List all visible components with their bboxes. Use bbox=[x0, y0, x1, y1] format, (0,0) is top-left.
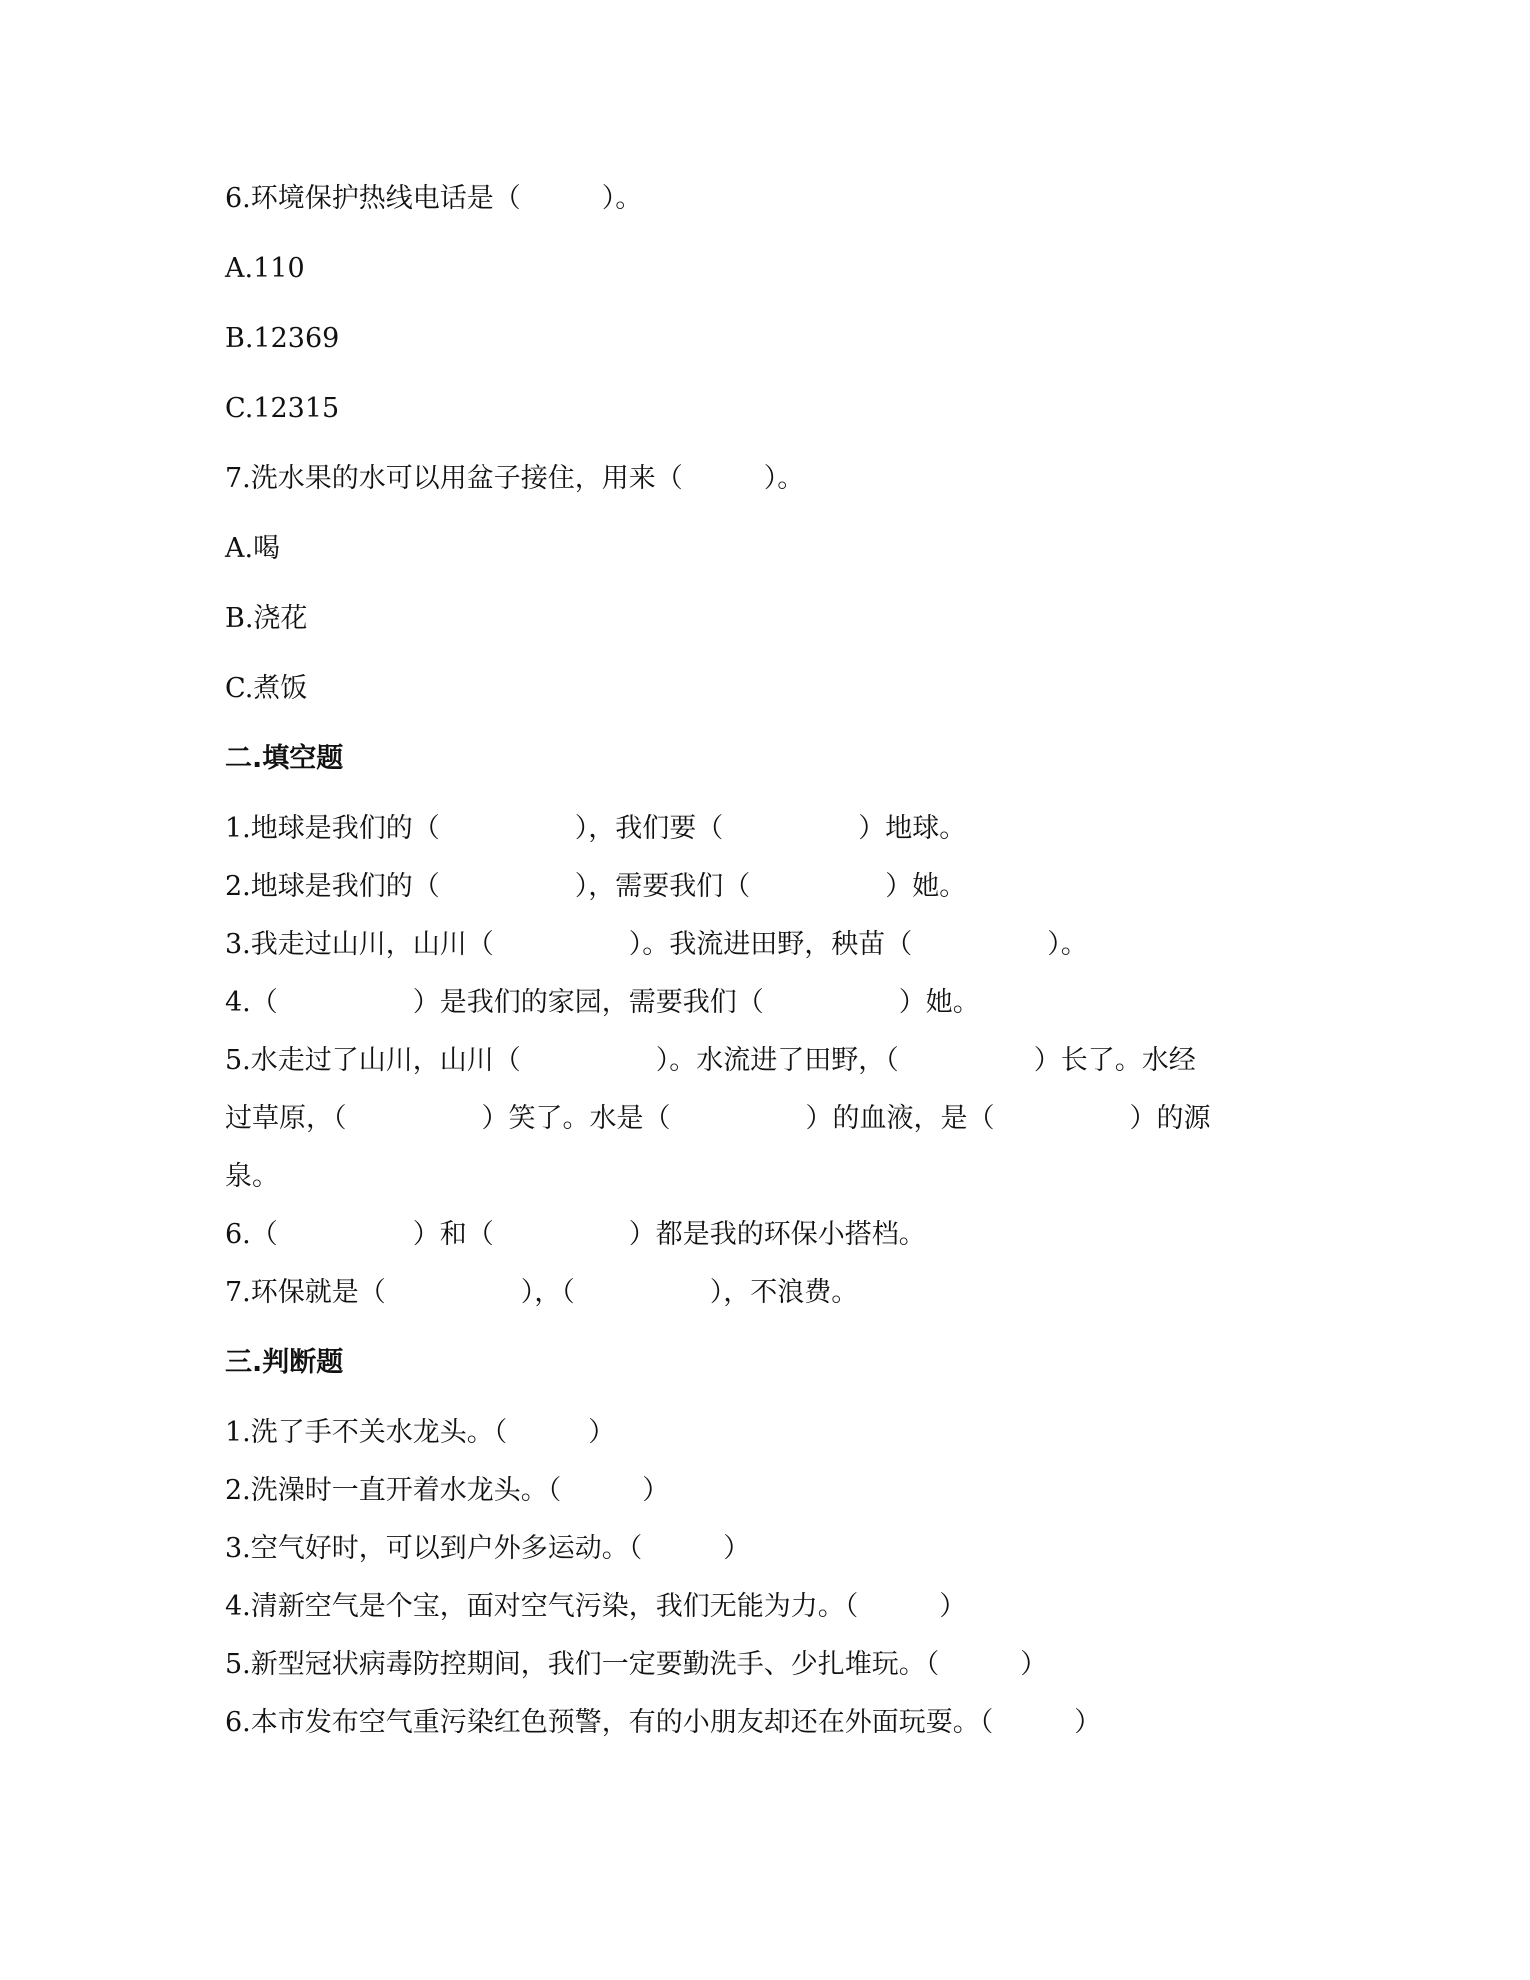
question-6-option-b: B.12369 bbox=[225, 323, 340, 354]
judge-item-2: 2.洗澡时一直开着水龙头。（ ） bbox=[225, 1475, 670, 1506]
question-7-stem: 7.洗水果的水可以用盆子接住，用来（ ）。 bbox=[225, 463, 805, 494]
fill-item-1: 1.地球是我们的（ ），我们要（ ）地球。 bbox=[225, 813, 967, 844]
fill-item-2: 2.地球是我们的（ ），需要我们（ ）她。 bbox=[225, 871, 967, 902]
question-7-option-a: A.喝 bbox=[225, 533, 281, 564]
question-7-option-b: B.浇花 bbox=[225, 603, 308, 634]
question-6-option-c: C.12315 bbox=[225, 393, 340, 424]
section-judge-title: 三.判断题 bbox=[225, 1347, 344, 1378]
judge-item-3: 3.空气好时，可以到户外多运动。（ ） bbox=[225, 1533, 751, 1564]
fill-item-7: 7.环保就是（ ），（ ），不浪费。 bbox=[225, 1277, 859, 1308]
fill-item-4: 4.（ ）是我们的家园，需要我们（ ）她。 bbox=[225, 987, 980, 1018]
question-7-option-c: C.煮饭 bbox=[225, 673, 308, 704]
fill-item-5-line-3: 泉。 bbox=[225, 1161, 279, 1192]
judge-item-1: 1.洗了手不关水龙头。（ ） bbox=[225, 1417, 616, 1448]
question-6-option-a: A.110 bbox=[225, 253, 305, 284]
fill-item-6: 6.（ ）和（ ）都是我的环保小搭档。 bbox=[225, 1219, 926, 1250]
judge-item-4: 4.清新空气是个宝，面对空气污染，我们无能为力。（ ） bbox=[225, 1591, 967, 1622]
section-fill-title: 二.填空题 bbox=[225, 743, 344, 774]
question-6-stem: 6.环境保护热线电话是（ ）。 bbox=[225, 183, 643, 214]
judge-item-6: 6.本市发布空气重污染红色预警，有的小朋友却还在外面玩耍。（ ） bbox=[225, 1707, 1102, 1738]
fill-item-3: 3.我走过山川，山川（ ）。我流进田野，秧苗（ ）。 bbox=[225, 929, 1088, 960]
judge-item-5: 5.新型冠状病毒防控期间，我们一定要勤洗手、少扎堆玩。（ ） bbox=[225, 1649, 1048, 1680]
fill-item-5-line-2: 过草原，（ ）笑了。水是（ ）的血液，是（ ）的源 bbox=[225, 1103, 1211, 1134]
fill-item-5-line-1: 5.水走过了山川，山川（ ）。水流进了田野，（ ）长了。水经 bbox=[225, 1045, 1196, 1076]
